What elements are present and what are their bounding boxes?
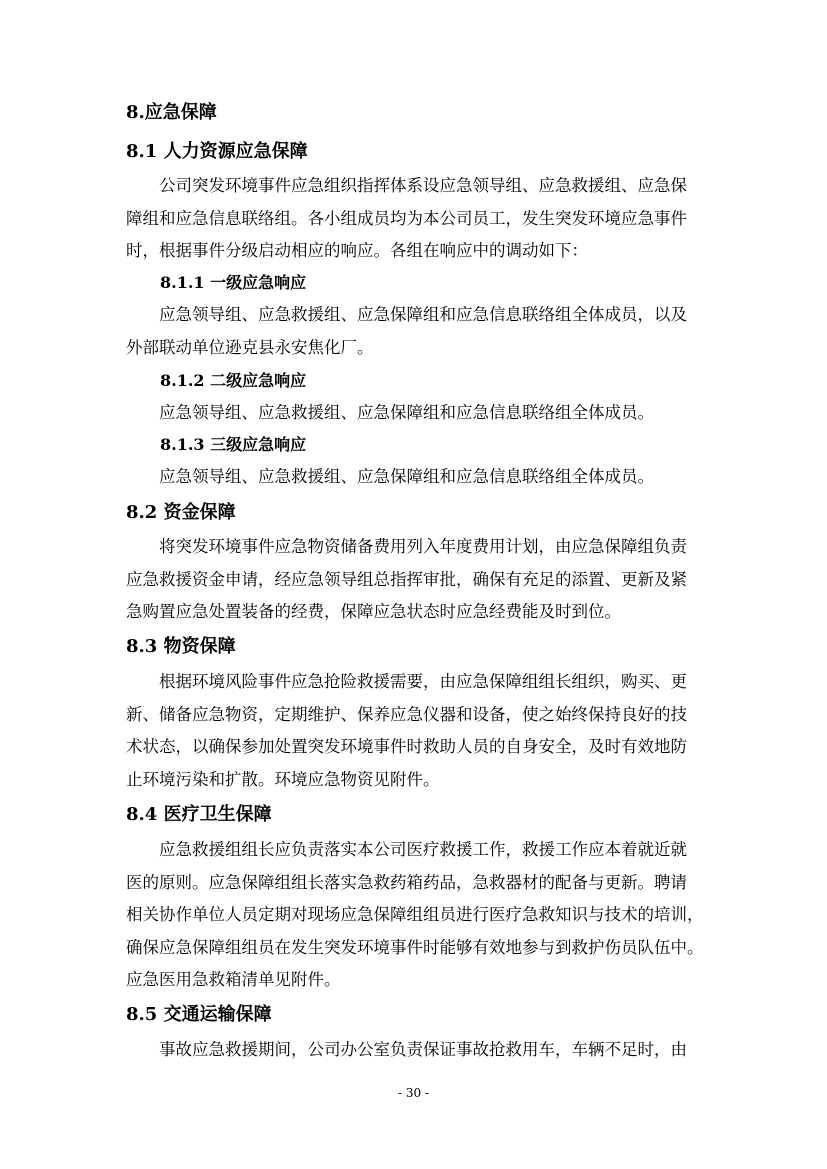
paragraph — [126, 666, 712, 796]
text-line: 时，根据事件分级启动相应的响应。各组在响应中的调动如下： — [126, 241, 588, 260]
text-line: 根据环境风险事件应急抢险救援需要，由应急保障组组长组织，购买、更 — [159, 672, 687, 691]
text-line: 障组和应急信息联络组。各小组成员均为本公司员工，发生突发环境应急事件 — [126, 208, 687, 228]
text-line: 确保应急保障组组员在发生突发环境事件时能够有效地参与到救护伤员队伍中。 — [126, 937, 704, 957]
section-heading: 8.1 人力资源应急保障 — [126, 141, 308, 162]
text-line: 急购置应急处置装备的经费，保障应急状态时应急经费能及时到位。 — [126, 602, 621, 621]
text-line: 新、储备应急物资，定期维护、保养应急仪器和设备，使之始终保持良好的技 — [126, 704, 687, 724]
paragraph — [126, 170, 712, 268]
text-line: 将突发环境事件应急物资储备费用列入年度费用计划，由应急保障组负责 — [159, 537, 687, 556]
text-line: 应急医用急救箱清单见附件。 — [126, 970, 341, 989]
text-line: 应急领导组、应急救援组、应急保障组和应急信息联络组全体成员。 — [159, 403, 654, 422]
paragraph — [126, 461, 712, 494]
text-line: 应急救援组组长应负责落实本公司医疗救援工作，救援工作应本着就近就 — [159, 840, 687, 859]
section-heading: 8.应急保障 — [126, 102, 217, 123]
text-line: 术状态，以确保参加处置突发环境事件时救助人员的自身安全，及时有效地防 — [126, 737, 687, 756]
paragraph — [126, 397, 712, 430]
text-line: 事故应急救援期间，公司办公室负责保证事故抢救用车，车辆不足时，由 — [159, 1040, 687, 1059]
paragraph — [126, 834, 712, 997]
page-number: - 30 - — [397, 1086, 429, 1100]
text-line: 止环境污染和扩散。环境应急物资见附件。 — [126, 769, 440, 789]
paragraph — [126, 531, 712, 629]
text-line: 应急领导组、应急救援组、应急保障组和应急信息联络组全体成员。 — [159, 467, 654, 486]
subsection-heading: 8.1.3 三级应急响应 — [160, 435, 307, 454]
subsection-heading: 8.1.2 二级应急响应 — [160, 371, 307, 390]
text-line: 医的原则。应急保障组组长落实急救药箱药品，急救器材的配备与更新。聘请 — [126, 872, 687, 892]
subsection-heading: 8.1.1 一级应急响应 — [160, 273, 307, 292]
text-line: 相关协作单位人员定期对现场应急保障组组员进行医疗急救知识与技术的培训， — [126, 905, 704, 924]
section-heading: 8.4 医疗卫生保障 — [126, 804, 272, 825]
section-heading: 8.2 资金保障 — [126, 502, 236, 523]
text-line: 外部联动单位逊克县永安焦化厂。 — [126, 337, 374, 357]
section-heading: 8.5 交通运输保障 — [126, 1004, 272, 1025]
section-heading: 8.3 物资保障 — [126, 636, 236, 657]
text-line: 应急救援资金申请，经应急领导组总指挥审批，确保有充足的添置、更新及紧 — [126, 569, 687, 589]
text-line: 应急领导组、应急救援组、应急保障组和应急信息联络组全体成员，以及 — [159, 305, 687, 324]
paragraph — [126, 299, 712, 364]
paragraph — [126, 1034, 712, 1067]
text-line: 公司突发环境事件应急组织指挥体系设应急领导组、应急救援组、应急保 — [159, 176, 687, 195]
